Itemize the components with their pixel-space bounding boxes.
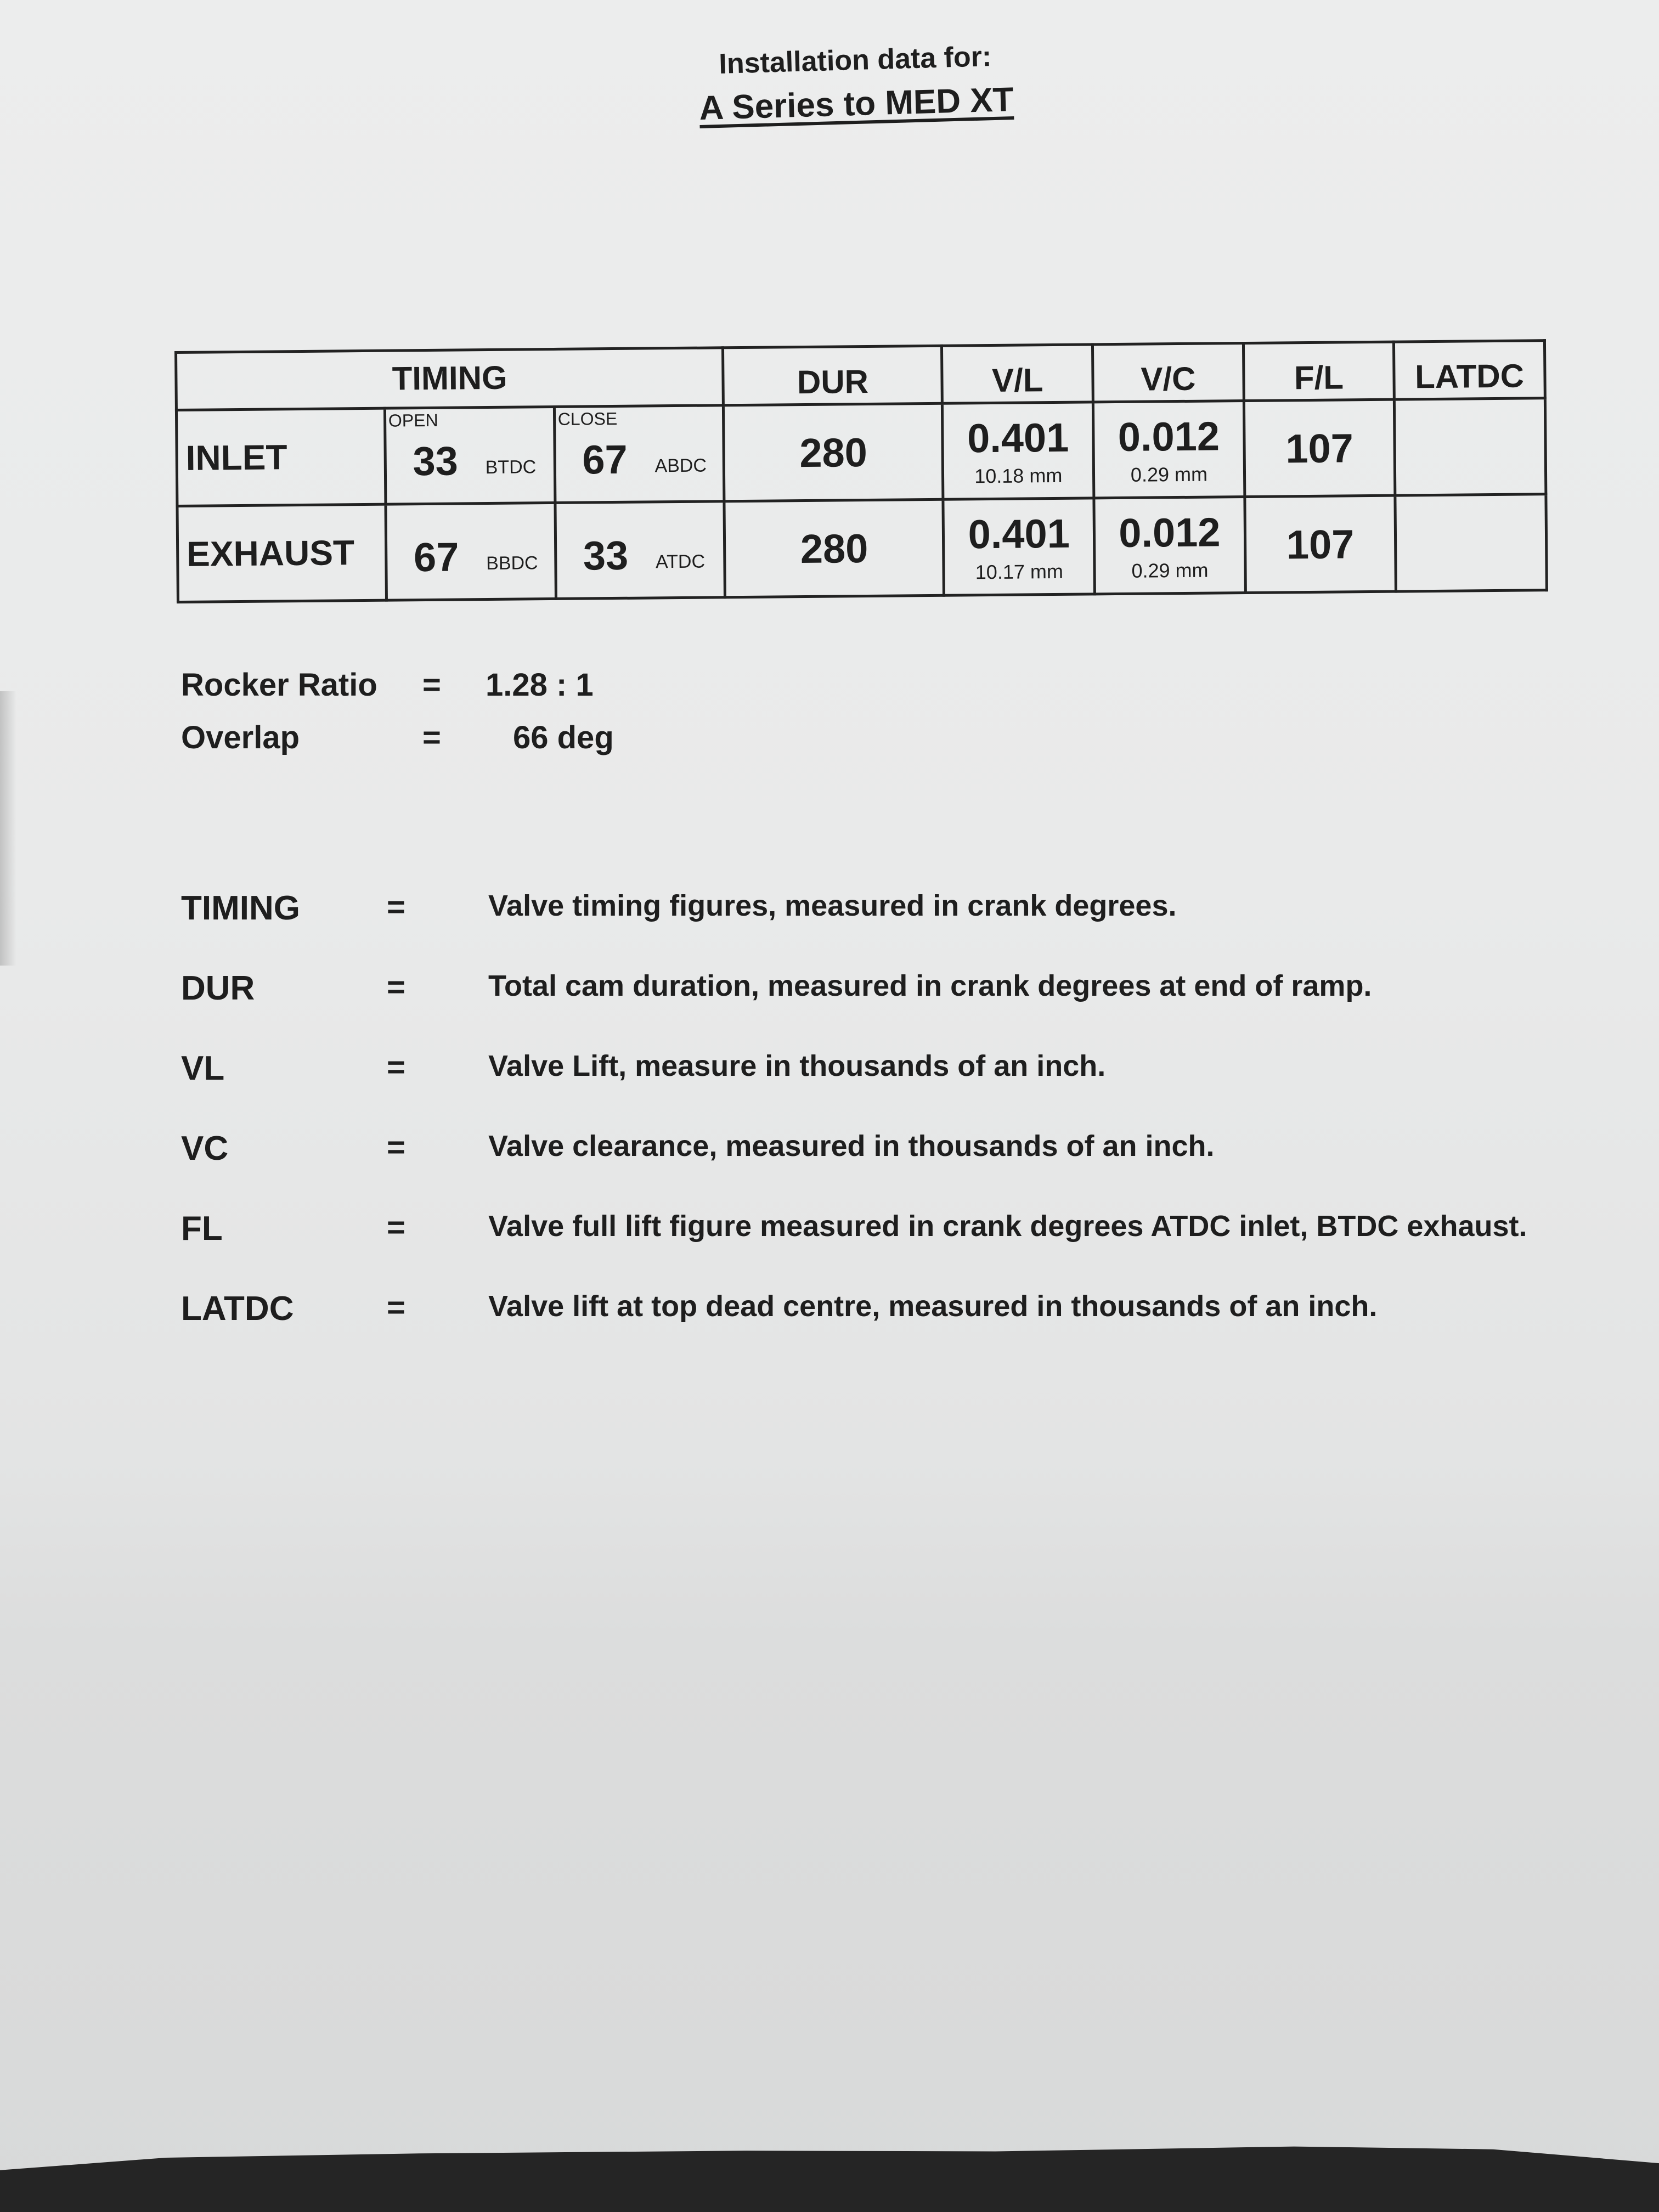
exhaust-full-lift: 107 bbox=[1286, 521, 1355, 567]
legend-description: Valve lift at top dead centre, measured in thousands of an inch. bbox=[488, 1290, 1378, 1323]
exhaust-dur-cell bbox=[724, 499, 944, 597]
legend-term: DUR bbox=[181, 969, 255, 1007]
header-vc: V/C bbox=[1093, 343, 1244, 402]
table-row-inlet bbox=[176, 398, 1545, 506]
inlet-valve-clearance: 0.012 bbox=[1118, 413, 1220, 460]
inlet-close-degrees: 67 bbox=[582, 436, 628, 483]
inlet-fl-cell bbox=[1244, 399, 1395, 496]
inlet-close-cell bbox=[554, 405, 724, 503]
inlet-close-reference: ABDC bbox=[654, 455, 707, 477]
exhaust-close-reference: ATDC bbox=[655, 551, 706, 573]
legend-equals: = bbox=[387, 969, 405, 1005]
inlet-valve-lift-mm: 10.18 mm bbox=[974, 464, 1063, 487]
inlet-open-cell bbox=[385, 407, 555, 504]
spec-equals: = bbox=[422, 667, 441, 703]
inlet-vc-cell bbox=[1093, 400, 1244, 498]
inlet-latdc-cell bbox=[1395, 398, 1546, 495]
inlet-open-reference: BTDC bbox=[485, 456, 537, 478]
exhaust-vc-cell bbox=[1094, 496, 1245, 594]
exhaust-open-cell bbox=[386, 503, 556, 600]
exhaust-valve-lift: 0.401 bbox=[968, 510, 1070, 557]
legend-equals: = bbox=[387, 1210, 405, 1245]
legend-equals: = bbox=[387, 889, 405, 925]
exhaust-valve-clearance-mm: 0.29 mm bbox=[1131, 558, 1209, 582]
legend-description: Valve Lift, measure in thousands of an inch. bbox=[488, 1049, 1106, 1082]
inlet-valve-lift: 0.401 bbox=[967, 414, 1069, 461]
document-heading bbox=[690, 40, 1022, 128]
paper-fold-shadow bbox=[0, 691, 16, 966]
inlet-dur-cell bbox=[724, 403, 943, 501]
legend-description: Total cam duration, measured in crank degrees at end of ramp. bbox=[488, 969, 1372, 1002]
inlet-full-lift: 107 bbox=[1285, 425, 1354, 471]
inlet-open-degrees: 33 bbox=[413, 438, 459, 484]
inlet-valve-clearance-mm: 0.29 mm bbox=[1130, 462, 1208, 486]
cam-timing-table bbox=[174, 339, 1548, 603]
legend-equals: = bbox=[387, 1049, 405, 1085]
table-surface-edge bbox=[0, 2142, 1659, 2212]
exhaust-open-reference: BBDC bbox=[486, 552, 538, 574]
exhaust-latdc-cell bbox=[1395, 494, 1547, 591]
legend-description: Valve timing figures, measured in crank degrees. bbox=[488, 889, 1177, 922]
heading-intro: Installation data for: bbox=[718, 41, 992, 80]
exhaust-close-degrees: 33 bbox=[583, 532, 629, 579]
inlet-vl-cell bbox=[943, 402, 1094, 499]
open-label: OPEN bbox=[388, 410, 438, 431]
exhaust-valve-lift-mm: 10.17 mm bbox=[975, 560, 1064, 583]
legend-term: FL bbox=[181, 1210, 223, 1248]
spec-label: Overlap bbox=[181, 720, 300, 755]
legend-term: VC bbox=[181, 1130, 229, 1167]
exhaust-vl-cell bbox=[943, 498, 1094, 595]
header-dur: DUR bbox=[723, 346, 943, 405]
inlet-duration: 280 bbox=[799, 429, 868, 476]
legend-term: VL bbox=[181, 1049, 225, 1087]
document-title: A Series to MED XT bbox=[698, 80, 1014, 127]
spec-value: 1.28 : 1 bbox=[486, 667, 594, 703]
legend-term: TIMING bbox=[181, 889, 300, 927]
legend-description: Valve clearance, measured in thousands of an inch. bbox=[488, 1130, 1215, 1163]
exhaust-open-degrees: 67 bbox=[413, 534, 459, 580]
header-timing: TIMING bbox=[176, 348, 724, 410]
exhaust-duration: 280 bbox=[800, 525, 868, 572]
exhaust-close-cell bbox=[555, 501, 725, 599]
close-label: CLOSE bbox=[557, 408, 618, 429]
exhaust-fl-cell bbox=[1245, 495, 1396, 592]
spec-label: Rocker Ratio bbox=[181, 667, 377, 703]
table-row-exhaust bbox=[177, 494, 1547, 602]
legend-equals: = bbox=[387, 1130, 405, 1165]
header-latdc: LATDC bbox=[1394, 341, 1545, 399]
header-vl: V/L bbox=[942, 345, 1093, 403]
row-label-inlet: INLET bbox=[176, 408, 385, 506]
exhaust-valve-clearance: 0.012 bbox=[1118, 509, 1221, 556]
spec-value: 66 deg bbox=[513, 720, 614, 755]
row-label-exhaust: EXHAUST bbox=[177, 504, 386, 602]
legend-description: Valve full lift figure measured in crank degrees ATDC inlet, BTDC exhaust. bbox=[488, 1210, 1527, 1243]
header-fl: F/L bbox=[1243, 342, 1394, 400]
spec-equals: = bbox=[422, 720, 441, 755]
legend-term: LATDC bbox=[181, 1290, 294, 1328]
legend-equals: = bbox=[387, 1290, 405, 1325]
